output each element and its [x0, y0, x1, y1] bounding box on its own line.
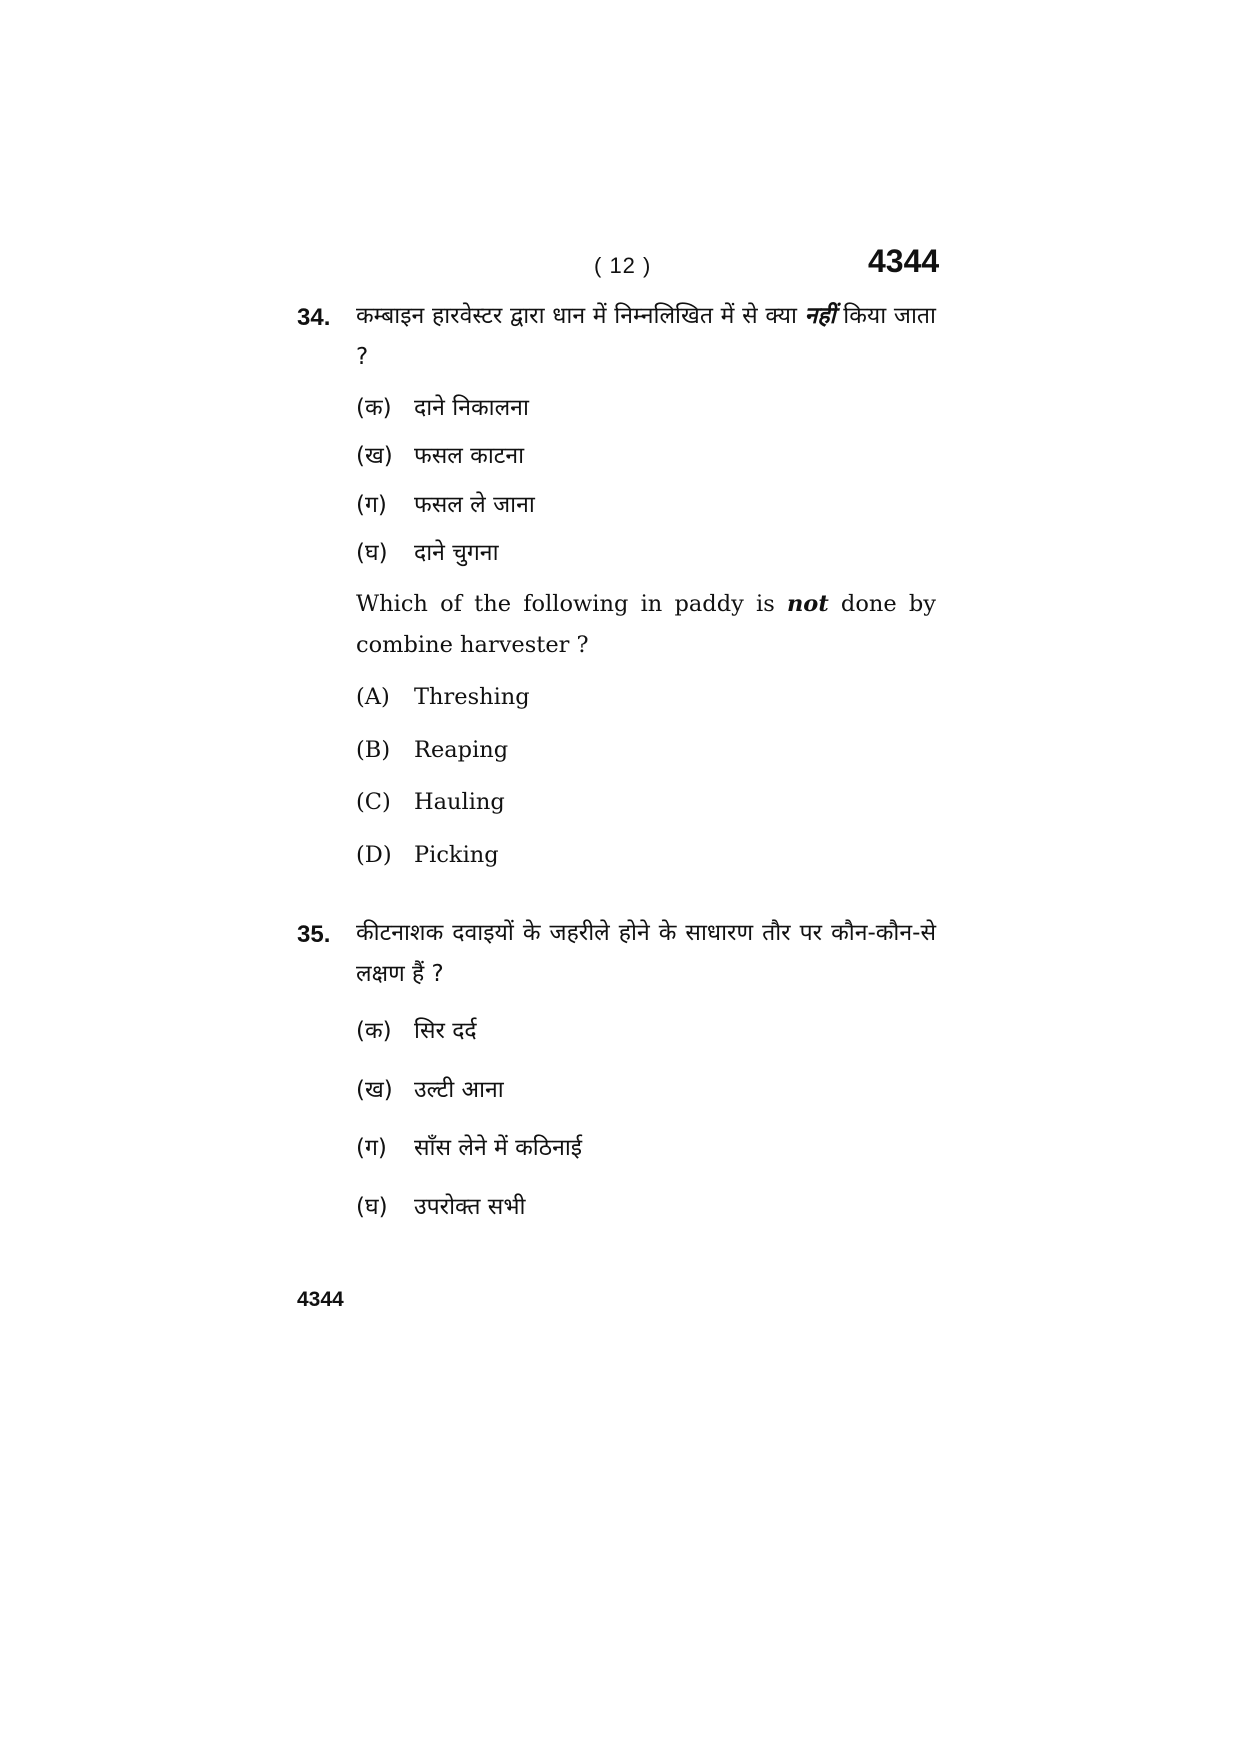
question-text-part: कम्बाइन हारवेस्टर द्वारा धान में निम्नलिखित में से क्या: [356, 303, 805, 329]
option-text: फसल ले जाना: [414, 492, 535, 518]
question-text-part: Which of the following in paddy is: [356, 591, 787, 617]
option-hindi: [356, 438, 524, 470]
option-label: (घ): [356, 1194, 388, 1220]
option-label: (ख): [356, 1077, 393, 1103]
option-hindi: [356, 1013, 477, 1045]
option-label: (क): [356, 395, 392, 421]
option-hindi: [356, 535, 499, 567]
option-label: (A): [356, 684, 390, 710]
option-label: (क): [356, 1018, 392, 1044]
option-text: सिर दर्द: [414, 1018, 477, 1044]
question-number: 34.: [297, 304, 331, 331]
option-text: दाने निकालना: [414, 395, 529, 421]
option-text: उपरोक्त सभी: [414, 1194, 526, 1220]
paper-code-footer: 4344: [297, 1288, 344, 1311]
question-text-part: done by combine harvester ?: [356, 591, 936, 658]
option-text: साँस लेने में कठिनाई: [414, 1135, 583, 1161]
question-text-part: किया जाता ?: [356, 303, 937, 370]
option-hindi: [356, 1072, 504, 1104]
option-english: [356, 789, 505, 815]
option-text: Hauling: [414, 789, 505, 815]
option-hindi: [356, 1130, 582, 1162]
paper-code-header: 4344: [868, 243, 940, 279]
option-english: [356, 842, 499, 868]
option-english: [356, 684, 530, 710]
option-label: (ग): [356, 1135, 387, 1161]
question-text-hindi: [356, 296, 936, 378]
option-label: (घ): [356, 540, 388, 566]
page-number: ( 12 ): [594, 253, 652, 278]
option-text: Picking: [414, 842, 499, 868]
question-text-hindi: कीटनाशक दवाइयों के जहरीले होने के साधारण तौर पर कौन-कौन-से लक्षण हैं ?: [356, 920, 936, 987]
option-label: (C): [356, 789, 391, 815]
option-text: दाने चुगना: [414, 540, 499, 566]
option-hindi: [356, 1189, 525, 1221]
emphasis-word: not: [786, 591, 829, 617]
option-label: (ख): [356, 443, 393, 469]
option-label: (D): [356, 842, 392, 868]
emphasis-word: नहीं: [804, 303, 836, 329]
option-text: Threshing: [414, 684, 530, 710]
option-text: उल्टी आना: [414, 1077, 504, 1103]
option-english: [356, 737, 508, 763]
option-text: फसल काटना: [414, 443, 525, 469]
question-text-english: [356, 584, 936, 666]
option-label: (B): [356, 737, 391, 763]
option-text: Reaping: [414, 737, 509, 763]
option-hindi: [356, 487, 535, 519]
option-hindi: [356, 390, 529, 422]
question-number: 35.: [297, 921, 331, 948]
option-label: (ग): [356, 492, 387, 518]
